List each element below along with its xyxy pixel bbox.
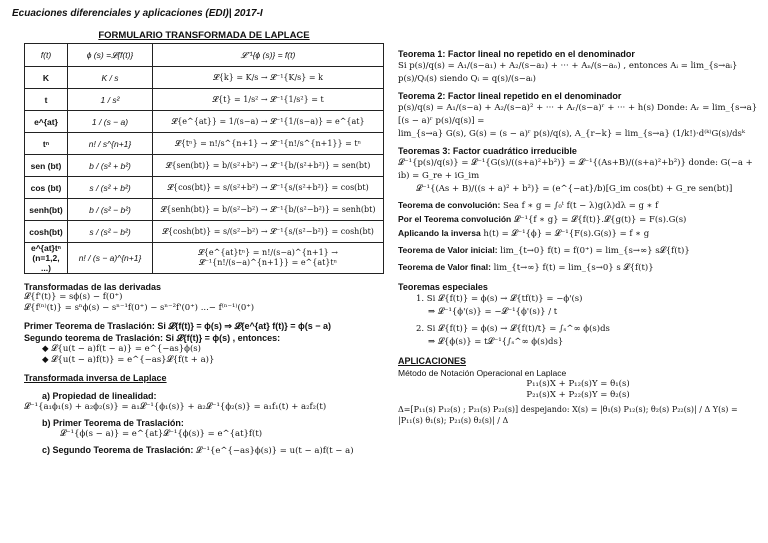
inverse-second-shift-row [24, 444, 384, 457]
theorem2-formula-2: lim_{s→a} G(s), G(s) = (s − a)ʳ p(s)/q(s), A_{r−k} = lim_{s→a} (1/k!)·d⁽ᵏ⁾G(s)/dsᵏ [398, 129, 746, 139]
cell-inverse: 𝓛{cos(bt)} = s/(s²+b²) → 𝓛⁻¹{s/(s²+b²)} = cos(bt) [153, 177, 384, 199]
table-header-row [25, 44, 384, 67]
convolution-theorem-label: Por el Teorema convolución [398, 214, 512, 224]
col-header-phi: ϕ (s) =𝓛{f(t)} [68, 44, 153, 67]
table-row [25, 67, 384, 89]
first-shift-theorem: Primer Teorema de Traslación: Si 𝓛{f(t)} = ϕ(s) ⇒ 𝓛{e^{at} f(t)} = ϕ(s − a) [24, 321, 332, 331]
cell-ft: cosh(bt) [25, 221, 68, 243]
theorem3-title: Teoremas 3: Factor cuadrático irreducible [398, 146, 577, 156]
cell-ft: e^{at}tⁿ (n=1,2, ...) [25, 243, 68, 274]
cell-inverse: 𝓛{e^{at}tⁿ} = n!/(s−a)^{n+1} → 𝓛⁻¹{n!/(s−a)^{n+1}} = e^{at}tⁿ [153, 243, 384, 274]
special-theorem-1b: ⇒ 𝓛⁻¹{ϕ'(s)} = −𝓛⁻¹{ϕ'(s)} / t [428, 307, 558, 317]
theorem3-formula-1: 𝓛⁻¹{p(s)/q(s)} = 𝓛⁻¹{G(s)/((s+a)²+b²)} = 𝓛⁻¹{(As+B)/((s+a)²+b²)} donde: G(−a + ib) = G_re + iG_im [398, 158, 753, 181]
cell-ft: senh(bt) [25, 199, 68, 221]
cell-inverse: 𝓛{e^{at}} = 1/(s−a) → 𝓛⁻¹{1/(s−a)} = e^{at} [153, 111, 384, 133]
derivative-formula-n: 𝓛{f⁽ⁿ⁾(t)} = sⁿϕ(s) − sⁿ⁻¹f(0⁺) − sⁿ⁻²f'(0⁺) ...− f⁽ⁿ⁻¹⁾(0⁺) [24, 303, 255, 313]
inverse-second-shift-label: c) Segundo Teorema de Traslación: [42, 445, 194, 455]
theorem3-formula-2: 𝓛⁻¹{(As + B)/((s + a)² + b²)} = (e^{−at}/b)[G_im cos(bt) + G_re sen(bt)] [416, 184, 733, 194]
cell-phi: s / (s² + b²) [68, 177, 153, 199]
table-row [25, 155, 384, 177]
document-header: Ecuaciones diferenciales y aplicaciones (EDI)| 2017-I [12, 8, 263, 19]
final-value-formula: lim_{t→∞} f(t) = lim_{s→0} s 𝓛{f(t)} [493, 263, 654, 273]
initial-value-label: Teorema de Valor inicial: [398, 245, 498, 255]
table-row [25, 199, 384, 221]
cell-inverse: 𝓛{cosh(bt)} = s/(s²−b²) → 𝓛⁻¹{s/(s²−b²)} = cosh(bt) [153, 221, 384, 243]
apply-inverse-formula: h(t) = 𝓛⁻¹{ϕ} = 𝓛⁻¹{F(s).G(s)} = f ∗ g [483, 229, 650, 239]
convolution-theorem-row [398, 213, 758, 227]
laplace-table [24, 43, 384, 274]
initial-value-row [398, 244, 758, 258]
convolution-row [398, 199, 758, 213]
cell-inverse: 𝓛{senh(bt)} = b/(s²−b²) → 𝓛⁻¹{b/(s²−b²)} = senh(bt) [153, 199, 384, 221]
convolution-theorem-formula: 𝓛⁻¹{f ∗ g} = 𝓛{f(t)}.𝓛{g(t)} = F(s).G(s) [513, 215, 687, 225]
linearity-label: a) Propiedad de linealidad: [42, 391, 157, 401]
inverse-transform-title: Transformada inversa de Laplace [24, 373, 167, 383]
table-row [25, 243, 384, 274]
derivative-formula-1: 𝓛{f'(t)} = sϕ(s) − f(0⁺) [24, 292, 123, 302]
cell-ft: sen (bt) [25, 155, 68, 177]
apply-inverse-row [398, 227, 758, 241]
cell-ft: K [25, 67, 68, 89]
theorem2-formula-1: p(s)/q(s) = A₁/(s−a) + A₂/(s−a)² + ··· + Aᵣ/(s−a)ʳ + ··· + h(s) Donde: Aᵣ = lim_{s→a}[(s − a)ʳ p(s)/q(s)] = [398, 103, 758, 126]
theorem1-formula: Si p(s)/q(s) = A₁/(s−a₁) + A₂/(s−a₂) + ··· + Aₙ/(s−aₙ) , entonces Aᵢ = lim_{s→aᵢ} p(s)/Qᵢ(s) siendo Qᵢ = q(s)/(s−aᵢ) [398, 61, 738, 84]
table-row [25, 133, 384, 155]
table-row [25, 221, 384, 243]
second-shift-theorem: Segundo teorema de Traslación: Si 𝓛{f(t)} = ϕ(s) , entonces: [24, 333, 281, 343]
cell-phi: K / s [68, 67, 153, 89]
cell-inverse: 𝓛{tⁿ} = n!/s^{n+1} → 𝓛⁻¹{n!/s^{n+1}} = tⁿ [153, 133, 384, 155]
left-column [24, 30, 384, 457]
table-row [25, 111, 384, 133]
right-column [398, 44, 758, 426]
final-value-row [398, 261, 758, 275]
table-row [25, 177, 384, 199]
apply-inverse-label: Aplicando la inversa [398, 228, 481, 238]
cell-phi: b / (s² + b²) [68, 155, 153, 177]
cell-inverse: 𝓛{t} = 1/s² → 𝓛⁻¹{1/s²} = t [153, 89, 384, 111]
special-theorem-2b: ⇒ 𝓛{ϕ(s)} = t𝓛⁻¹{∫ₛ^∞ ϕ(s)ds} [428, 337, 564, 347]
system-equation-1: P₁₁(s)X + P₁₂(s)Y = θ₁(s) [526, 379, 630, 389]
col-header-inverse: 𝓛⁻¹{ϕ (s)} = f(t) [153, 44, 384, 67]
applications-subtitle: Método de Notación Operacional en Laplace [398, 368, 567, 378]
cell-ft: e^{at} [25, 111, 68, 133]
col-header-ft: f(t) [25, 44, 68, 67]
linearity-formula: 𝓛⁻¹{a₁ϕ₁(s) + a₂ϕ₂(s)} = a₁𝓛⁻¹{ϕ₁(s)} + a₂𝓛⁻¹{ϕ₂(s)} = a₁f₁(t) + a₂f₂(t) [24, 402, 327, 412]
table-row [25, 89, 384, 111]
inverse-first-shift-label: b) Primer Teorema de Traslación: [42, 418, 184, 428]
cell-inverse: 𝓛{k} = K/s → 𝓛⁻¹{K/s} = k [153, 67, 384, 89]
cell-phi: n! / (s − a)^{n+1} [68, 243, 153, 274]
convolution-label: Teorema de convolución: [398, 200, 501, 210]
convolution-formula: Sea f ∗ g = ∫₀ᵗ f(t − λ)g(λ)dλ = g ∗ f [503, 201, 659, 211]
second-shift-case-b: ◆ 𝓛{u(t − a)f(t)} = e^{−as}𝓛{f(t + a)} [42, 355, 215, 365]
special-theorem-1a: 1. Si 𝓛{f(t)} = ϕ(s) → 𝓛{tf(t)} = −ϕ'(s) [416, 294, 583, 304]
initial-value-formula: lim_{t→0} f(t) = f(0⁺) = lim_{s→∞} s𝓛{f(t)} [500, 246, 690, 256]
theorem2-title: Teorema 2: Factor lineal repetido en el denominador [398, 91, 622, 101]
cell-ft: t [25, 89, 68, 111]
cell-ft: cos (bt) [25, 177, 68, 199]
inverse-first-shift-formula: 𝓛⁻¹{ϕ(s − a)} = e^{at}𝓛⁻¹{ϕ(s)} = e^{at}f(t) [60, 429, 263, 439]
cell-phi: b / (s² − b²) [68, 199, 153, 221]
special-theorems-title: Teoremas especiales [398, 282, 488, 292]
cell-phi: s / (s² − b²) [68, 221, 153, 243]
table-title: FORMULARIO TRANSFORMADA DE LAPLACE [98, 30, 310, 41]
special-theorem-2a: 2. Si 𝓛{f(t)} = ϕ(s) → 𝓛{f(t)/t} = ∫ₛ^∞ ϕ(s)ds [416, 324, 610, 334]
theorem1-title: Teorema 1: Factor lineal no repetido en el denominador [398, 49, 635, 59]
applications-title: APLICACIONES [398, 356, 467, 366]
cell-ft: tⁿ [25, 133, 68, 155]
inverse-second-shift-formula: 𝓛⁻¹{e^{−as}ϕ(s)} = u(t − a)f(t − a) [195, 446, 354, 456]
system-equation-2: P₂₁(s)X + P₂₂(s)Y = θ₂(s) [526, 390, 630, 400]
cell-phi: 1 / s² [68, 89, 153, 111]
second-shift-case-a: ◆ 𝓛{u(t − a)f(t − a)} = e^{−as}ϕ(s) [42, 344, 201, 354]
cell-inverse: 𝓛{sen(bt)} = b/(s²+b²) → 𝓛⁻¹{b/(s²+b²)} = sen(bt) [153, 155, 384, 177]
cell-phi: n! / s^{n+1} [68, 133, 153, 155]
cell-phi: 1 / (s − a) [68, 111, 153, 133]
cramer-solution: Δ=[P₁₁(s) P₁₂(s) ; P₂₁(s) P₂₂(s)] despejando: X(s) = |θ₁(s) P₁₂(s); θ₂(s) P₂₂(s)| / Δ Y(s) = |P₁₁(s) θ₁(s); P₂₁(s) θ₂(s)| / Δ [398, 405, 738, 425]
final-value-label: Teorema de Valor final: [398, 262, 491, 272]
derivatives-title: Transformadas de las derivadas [24, 282, 162, 292]
